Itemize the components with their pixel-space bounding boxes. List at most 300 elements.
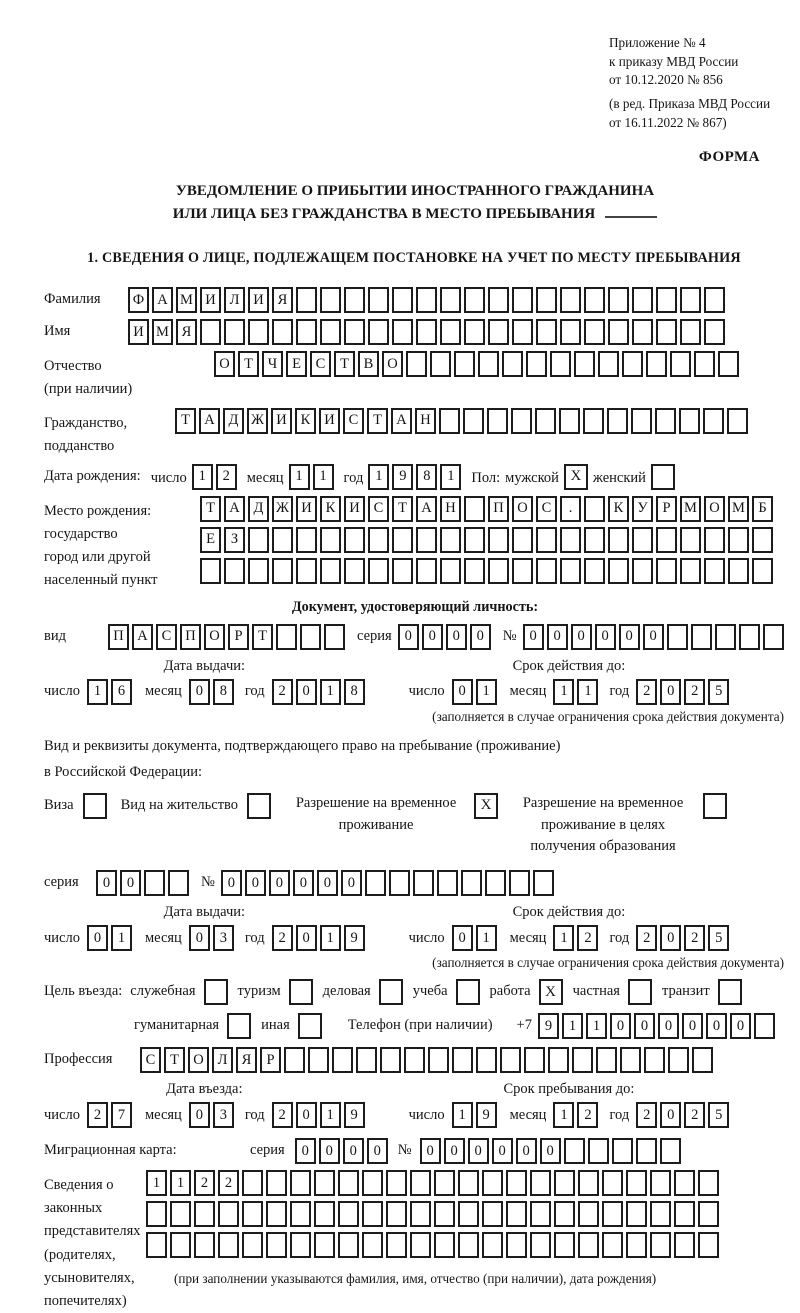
char-box[interactable] [242, 1201, 263, 1227]
char-box[interactable]: 9 [344, 925, 365, 951]
char-box[interactable] [644, 1047, 665, 1073]
char-box[interactable]: 0 [468, 1138, 489, 1164]
char-box[interactable] [550, 351, 571, 377]
char-box[interactable] [488, 287, 509, 313]
char-box[interactable]: 0 [547, 624, 568, 650]
char-box[interactable] [650, 1201, 671, 1227]
char-box[interactable]: 0 [319, 1138, 340, 1164]
char-box[interactable] [698, 1170, 719, 1196]
char-box[interactable] [248, 527, 269, 553]
char-box[interactable] [410, 1201, 431, 1227]
char-box[interactable] [626, 1170, 647, 1196]
char-box[interactable] [440, 287, 461, 313]
char-box[interactable]: Я [272, 287, 293, 313]
char-box[interactable] [512, 527, 533, 553]
char-box[interactable] [290, 1232, 311, 1258]
char-box[interactable] [464, 287, 485, 313]
char-box[interactable]: 0 [523, 624, 544, 650]
char-box[interactable]: 2 [577, 1102, 598, 1128]
char-box[interactable]: 1 [476, 925, 497, 951]
purpose-official-checkbox[interactable] [204, 979, 228, 1005]
char-box[interactable] [488, 558, 509, 584]
char-box[interactable]: 1 [577, 679, 598, 705]
char-box[interactable] [620, 1047, 641, 1073]
char-box[interactable] [439, 408, 460, 434]
char-box[interactable]: Т [238, 351, 259, 377]
char-box[interactable] [290, 1170, 311, 1196]
char-box[interactable]: 2 [272, 679, 293, 705]
char-box[interactable]: А [199, 408, 220, 434]
char-box[interactable] [564, 1138, 585, 1164]
char-box[interactable]: 1 [320, 925, 341, 951]
char-box[interactable]: 5 [708, 679, 729, 705]
char-box[interactable]: 1 [440, 464, 461, 490]
char-box[interactable]: 1 [553, 925, 574, 951]
char-box[interactable]: О [704, 496, 725, 522]
char-box[interactable] [332, 1047, 353, 1073]
char-box[interactable] [170, 1201, 191, 1227]
char-box[interactable] [506, 1170, 527, 1196]
char-box[interactable] [560, 319, 581, 345]
char-box[interactable]: 0 [660, 679, 681, 705]
char-box[interactable]: Л [212, 1047, 233, 1073]
char-box[interactable]: 0 [452, 679, 473, 705]
char-box[interactable]: 0 [610, 1013, 631, 1039]
char-box[interactable] [266, 1170, 287, 1196]
char-box[interactable] [632, 558, 653, 584]
char-box[interactable] [380, 1047, 401, 1073]
char-box[interactable] [680, 319, 701, 345]
char-box[interactable] [680, 287, 701, 313]
char-box[interactable] [200, 319, 221, 345]
char-box[interactable]: Е [286, 351, 307, 377]
char-box[interactable] [440, 319, 461, 345]
char-box[interactable] [406, 351, 427, 377]
char-box[interactable]: 7 [111, 1102, 132, 1128]
char-box[interactable] [512, 558, 533, 584]
char-box[interactable]: Т [392, 496, 413, 522]
char-box[interactable] [428, 1047, 449, 1073]
char-box[interactable]: 1 [368, 464, 389, 490]
char-box[interactable]: О [512, 496, 533, 522]
char-box[interactable]: 1 [111, 925, 132, 951]
char-box[interactable] [338, 1201, 359, 1227]
char-box[interactable]: Т [164, 1047, 185, 1073]
char-box[interactable] [392, 287, 413, 313]
char-box[interactable] [602, 1232, 623, 1258]
char-box[interactable] [272, 319, 293, 345]
char-box[interactable]: 0 [296, 679, 317, 705]
char-box[interactable] [500, 1047, 521, 1073]
char-box[interactable] [314, 1232, 335, 1258]
char-box[interactable]: 0 [446, 624, 467, 650]
char-box[interactable] [608, 319, 629, 345]
char-box[interactable] [386, 1201, 407, 1227]
char-box[interactable] [482, 1232, 503, 1258]
char-box[interactable]: 2 [684, 1102, 705, 1128]
char-box[interactable] [598, 351, 619, 377]
char-box[interactable] [389, 870, 410, 896]
char-box[interactable] [608, 287, 629, 313]
char-box[interactable] [612, 1138, 633, 1164]
char-box[interactable] [584, 319, 605, 345]
char-box[interactable] [338, 1232, 359, 1258]
char-box[interactable] [718, 351, 739, 377]
char-box[interactable]: 0 [420, 1138, 441, 1164]
char-box[interactable] [578, 1201, 599, 1227]
char-box[interactable]: 0 [470, 624, 491, 650]
char-box[interactable] [392, 527, 413, 553]
char-box[interactable]: М [680, 496, 701, 522]
char-box[interactable]: 2 [636, 925, 657, 951]
char-box[interactable] [739, 624, 760, 650]
char-box[interactable]: 1 [452, 1102, 473, 1128]
char-box[interactable] [320, 287, 341, 313]
char-box[interactable]: Р [228, 624, 249, 650]
char-box[interactable]: 5 [708, 1102, 729, 1128]
char-box[interactable] [434, 1201, 455, 1227]
char-box[interactable]: Ф [128, 287, 149, 313]
char-box[interactable]: 2 [577, 925, 598, 951]
char-box[interactable] [596, 1047, 617, 1073]
purpose-humanitarian-checkbox[interactable] [227, 1013, 251, 1039]
char-box[interactable] [622, 351, 643, 377]
char-box[interactable]: 3 [213, 925, 234, 951]
char-box[interactable] [560, 558, 581, 584]
char-box[interactable] [344, 287, 365, 313]
char-box[interactable] [670, 351, 691, 377]
char-box[interactable] [365, 870, 386, 896]
char-box[interactable] [368, 558, 389, 584]
char-box[interactable]: 0 [706, 1013, 727, 1039]
char-box[interactable] [478, 351, 499, 377]
char-box[interactable]: А [224, 496, 245, 522]
char-box[interactable] [752, 527, 773, 553]
char-box[interactable] [559, 408, 580, 434]
char-box[interactable] [200, 558, 221, 584]
char-box[interactable]: 0 [367, 1138, 388, 1164]
char-box[interactable]: Н [440, 496, 461, 522]
char-box[interactable]: Р [656, 496, 677, 522]
char-box[interactable] [680, 527, 701, 553]
char-box[interactable] [464, 558, 485, 584]
char-box[interactable]: Л [224, 287, 245, 313]
char-box[interactable]: О [214, 351, 235, 377]
char-box[interactable] [728, 558, 749, 584]
char-box[interactable]: 0 [422, 624, 443, 650]
char-box[interactable]: 0 [189, 1102, 210, 1128]
char-box[interactable] [464, 496, 485, 522]
char-box[interactable] [650, 1232, 671, 1258]
char-box[interactable]: 0 [398, 624, 419, 650]
char-box[interactable] [511, 408, 532, 434]
char-box[interactable]: 0 [317, 870, 338, 896]
char-box[interactable]: 0 [120, 870, 141, 896]
char-box[interactable] [626, 1201, 647, 1227]
char-box[interactable] [410, 1170, 431, 1196]
char-box[interactable] [674, 1201, 695, 1227]
char-box[interactable] [536, 287, 557, 313]
char-box[interactable] [144, 870, 165, 896]
char-box[interactable] [694, 351, 715, 377]
char-box[interactable] [607, 408, 628, 434]
char-box[interactable] [482, 1201, 503, 1227]
char-box[interactable]: П [488, 496, 509, 522]
char-box[interactable] [476, 1047, 497, 1073]
char-box[interactable] [416, 527, 437, 553]
char-box[interactable]: 0 [682, 1013, 703, 1039]
char-box[interactable] [458, 1232, 479, 1258]
char-box[interactable] [674, 1170, 695, 1196]
char-box[interactable]: 6 [111, 679, 132, 705]
char-box[interactable] [430, 351, 451, 377]
char-box[interactable]: 0 [540, 1138, 561, 1164]
char-box[interactable] [554, 1170, 575, 1196]
purpose-study-checkbox[interactable] [456, 979, 480, 1005]
char-box[interactable]: К [295, 408, 316, 434]
char-box[interactable] [584, 558, 605, 584]
char-box[interactable]: 1 [586, 1013, 607, 1039]
char-box[interactable]: 1 [146, 1170, 167, 1196]
char-box[interactable]: 8 [416, 464, 437, 490]
char-box[interactable]: 0 [516, 1138, 537, 1164]
char-box[interactable] [728, 527, 749, 553]
char-box[interactable] [727, 408, 748, 434]
char-box[interactable] [698, 1232, 719, 1258]
char-box[interactable] [194, 1232, 215, 1258]
char-box[interactable]: 0 [643, 624, 664, 650]
char-box[interactable]: Я [236, 1047, 257, 1073]
char-box[interactable]: Т [200, 496, 221, 522]
char-box[interactable] [458, 1201, 479, 1227]
char-box[interactable] [362, 1170, 383, 1196]
char-box[interactable] [284, 1047, 305, 1073]
char-box[interactable] [698, 1201, 719, 1227]
char-box[interactable] [464, 527, 485, 553]
char-box[interactable] [548, 1047, 569, 1073]
char-box[interactable] [754, 1013, 775, 1039]
char-box[interactable]: У [632, 496, 653, 522]
char-box[interactable] [290, 1201, 311, 1227]
char-box[interactable]: 0 [343, 1138, 364, 1164]
char-box[interactable] [410, 1232, 431, 1258]
char-box[interactable] [554, 1201, 575, 1227]
char-box[interactable] [632, 319, 653, 345]
char-box[interactable] [452, 1047, 473, 1073]
char-box[interactable] [588, 1138, 609, 1164]
char-box[interactable] [242, 1232, 263, 1258]
char-box[interactable]: 2 [87, 1102, 108, 1128]
char-box[interactable]: 2 [216, 464, 237, 490]
char-box[interactable]: 0 [634, 1013, 655, 1039]
char-box[interactable] [674, 1232, 695, 1258]
char-box[interactable]: 2 [636, 1102, 657, 1128]
char-box[interactable] [368, 319, 389, 345]
char-box[interactable]: Я [176, 319, 197, 345]
char-box[interactable]: С [156, 624, 177, 650]
char-box[interactable] [692, 1047, 713, 1073]
char-box[interactable] [320, 558, 341, 584]
char-box[interactable] [509, 870, 530, 896]
char-box[interactable]: 0 [444, 1138, 465, 1164]
char-box[interactable]: Д [248, 496, 269, 522]
char-box[interactable]: . [560, 496, 581, 522]
char-box[interactable] [530, 1232, 551, 1258]
char-box[interactable] [502, 351, 523, 377]
purpose-transit-checkbox[interactable] [718, 979, 742, 1005]
residence-permit-checkbox[interactable] [247, 793, 271, 819]
char-box[interactable] [413, 870, 434, 896]
char-box[interactable] [656, 287, 677, 313]
char-box[interactable] [242, 1170, 263, 1196]
char-box[interactable] [608, 527, 629, 553]
char-box[interactable]: И [296, 496, 317, 522]
char-box[interactable] [487, 408, 508, 434]
char-box[interactable] [530, 1170, 551, 1196]
char-box[interactable] [416, 319, 437, 345]
char-box[interactable] [560, 287, 581, 313]
char-box[interactable]: И [271, 408, 292, 434]
char-box[interactable] [454, 351, 475, 377]
char-box[interactable]: М [152, 319, 173, 345]
char-box[interactable] [272, 527, 293, 553]
char-box[interactable] [530, 1201, 551, 1227]
char-box[interactable]: 0 [296, 925, 317, 951]
purpose-work-checkbox[interactable]: X [539, 979, 563, 1005]
char-box[interactable]: 0 [658, 1013, 679, 1039]
char-box[interactable] [300, 624, 321, 650]
char-box[interactable]: Т [367, 408, 388, 434]
char-box[interactable]: З [224, 527, 245, 553]
char-box[interactable]: 0 [189, 679, 210, 705]
char-box[interactable] [656, 558, 677, 584]
char-box[interactable] [464, 319, 485, 345]
char-box[interactable]: С [343, 408, 364, 434]
char-box[interactable] [314, 1201, 335, 1227]
char-box[interactable] [554, 1232, 575, 1258]
female-checkbox[interactable] [651, 464, 675, 490]
char-box[interactable] [631, 408, 652, 434]
char-box[interactable]: 1 [320, 1102, 341, 1128]
char-box[interactable] [368, 287, 389, 313]
char-box[interactable]: Д [223, 408, 244, 434]
char-box[interactable] [392, 558, 413, 584]
char-box[interactable]: 1 [476, 679, 497, 705]
char-box[interactable]: 1 [192, 464, 213, 490]
char-box[interactable] [296, 527, 317, 553]
char-box[interactable]: 2 [636, 679, 657, 705]
temp-residence-checkbox[interactable]: X [474, 793, 498, 819]
char-box[interactable] [224, 319, 245, 345]
char-box[interactable]: 1 [553, 1102, 574, 1128]
char-box[interactable]: С [536, 496, 557, 522]
char-box[interactable] [574, 351, 595, 377]
char-box[interactable] [656, 319, 677, 345]
char-box[interactable] [578, 1170, 599, 1196]
char-box[interactable] [512, 319, 533, 345]
char-box[interactable] [626, 1232, 647, 1258]
char-box[interactable] [434, 1170, 455, 1196]
char-box[interactable] [146, 1232, 167, 1258]
char-box[interactable]: А [132, 624, 153, 650]
char-box[interactable]: М [176, 287, 197, 313]
char-box[interactable] [536, 319, 557, 345]
char-box[interactable] [560, 527, 581, 553]
char-box[interactable]: 0 [221, 870, 242, 896]
purpose-other-checkbox[interactable] [298, 1013, 322, 1039]
char-box[interactable] [584, 496, 605, 522]
char-box[interactable] [272, 558, 293, 584]
char-box[interactable] [434, 1232, 455, 1258]
char-box[interactable] [362, 1232, 383, 1258]
char-box[interactable]: Т [334, 351, 355, 377]
char-box[interactable]: А [152, 287, 173, 313]
char-box[interactable] [344, 558, 365, 584]
char-box[interactable] [715, 624, 736, 650]
visa-checkbox[interactable] [83, 793, 107, 819]
char-box[interactable]: 0 [293, 870, 314, 896]
char-box[interactable] [314, 1170, 335, 1196]
char-box[interactable] [386, 1232, 407, 1258]
char-box[interactable]: 0 [189, 925, 210, 951]
char-box[interactable]: И [344, 496, 365, 522]
char-box[interactable]: 0 [269, 870, 290, 896]
char-box[interactable] [536, 527, 557, 553]
char-box[interactable] [584, 287, 605, 313]
char-box[interactable]: 3 [213, 1102, 234, 1128]
char-box[interactable] [488, 527, 509, 553]
char-box[interactable] [440, 558, 461, 584]
purpose-tourism-checkbox[interactable] [289, 979, 313, 1005]
char-box[interactable]: М [728, 496, 749, 522]
char-box[interactable] [458, 1170, 479, 1196]
char-box[interactable]: 0 [452, 925, 473, 951]
char-box[interactable]: Б [752, 496, 773, 522]
char-box[interactable] [506, 1232, 527, 1258]
char-box[interactable]: 0 [595, 624, 616, 650]
char-box[interactable]: И [128, 319, 149, 345]
char-box[interactable] [386, 1170, 407, 1196]
char-box[interactable] [440, 527, 461, 553]
char-box[interactable]: 0 [96, 870, 117, 896]
char-box[interactable]: И [319, 408, 340, 434]
char-box[interactable]: О [204, 624, 225, 650]
char-box[interactable] [320, 319, 341, 345]
char-box[interactable]: Ж [272, 496, 293, 522]
char-box[interactable]: 0 [730, 1013, 751, 1039]
char-box[interactable]: Е [200, 527, 221, 553]
purpose-business-checkbox[interactable] [379, 979, 403, 1005]
char-box[interactable]: 8 [213, 679, 234, 705]
char-box[interactable] [344, 527, 365, 553]
char-box[interactable] [296, 558, 317, 584]
char-box[interactable]: 8 [344, 679, 365, 705]
char-box[interactable]: 9 [538, 1013, 559, 1039]
char-box[interactable]: И [248, 287, 269, 313]
char-box[interactable]: О [382, 351, 403, 377]
char-box[interactable] [646, 351, 667, 377]
temp-residence-education-checkbox[interactable] [703, 793, 727, 819]
char-box[interactable] [276, 624, 297, 650]
char-box[interactable] [437, 870, 458, 896]
char-box[interactable] [680, 558, 701, 584]
purpose-private-checkbox[interactable] [628, 979, 652, 1005]
char-box[interactable] [368, 527, 389, 553]
char-box[interactable]: В [358, 351, 379, 377]
char-box[interactable] [703, 408, 724, 434]
char-box[interactable] [218, 1232, 239, 1258]
char-box[interactable]: 0 [296, 1102, 317, 1128]
